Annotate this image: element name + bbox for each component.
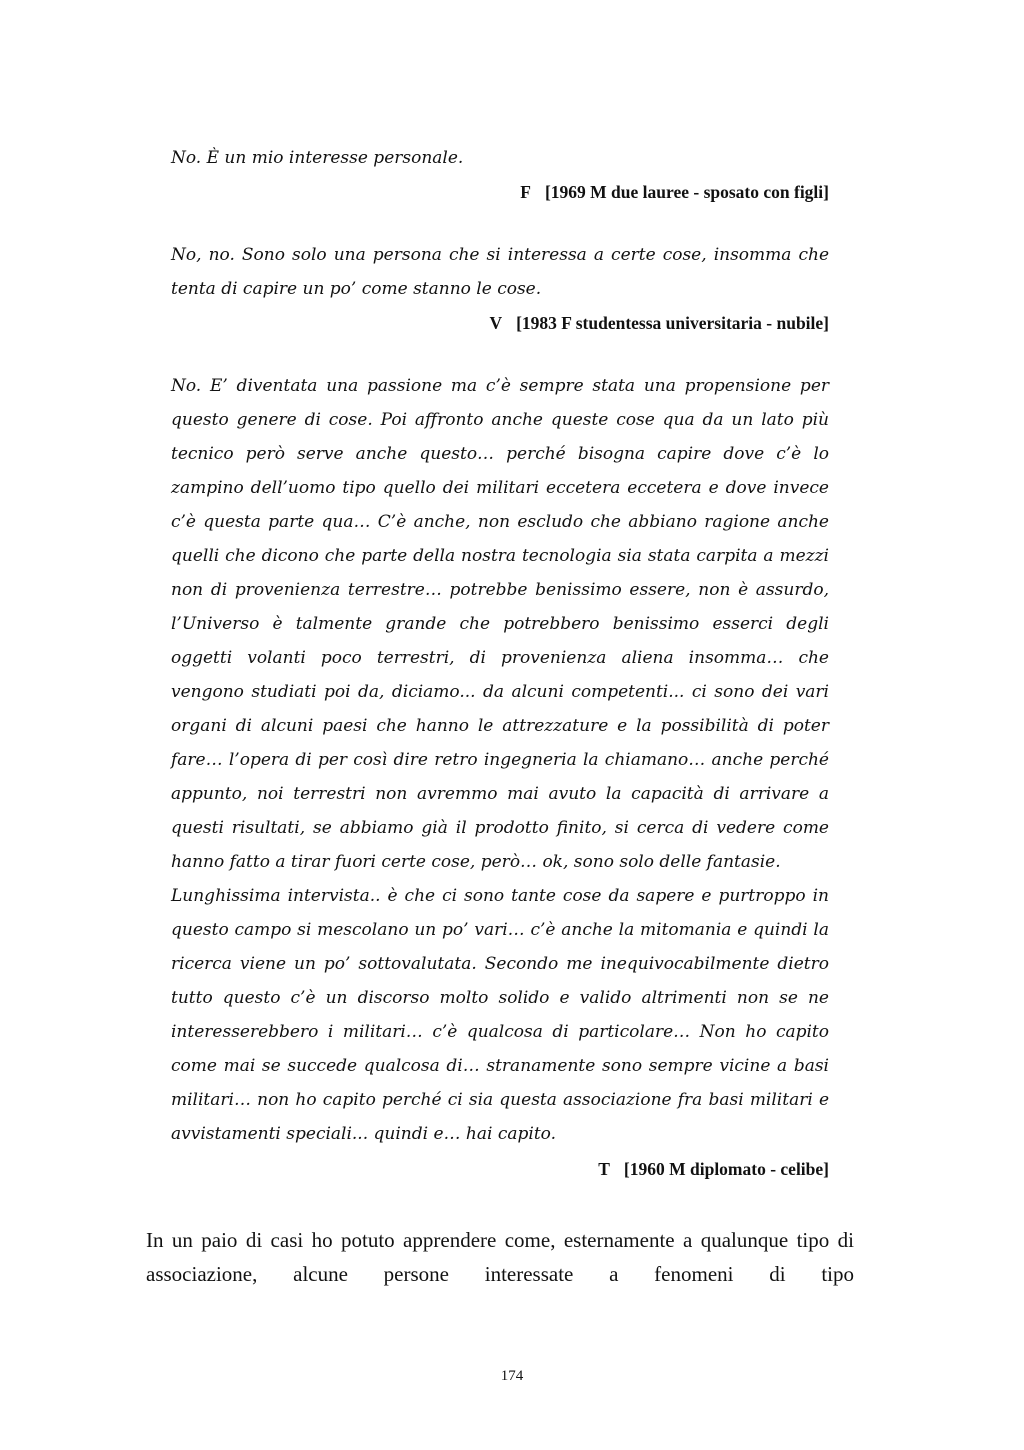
page-number: 174	[500, 1368, 524, 1384]
body-paragraph: In un paio di casi ho potuto apprendere come, esternamente a qualunque tipo di associazione, alcune persone interessate a fenomeni di tipo	[146, 1228, 854, 1286]
quote-3-code: T	[598, 1159, 610, 1179]
quote-2-attribution	[171, 312, 829, 334]
quote-3-bio: [1960 M diplomato - celibe]	[623, 1159, 829, 1179]
quote-3-attribution	[171, 1158, 829, 1180]
quote-2-text: No, no. Sono solo una persona che si interessa a certe cose, insomma che tenta di capire un po’ come stanno le cose.	[171, 245, 829, 299]
quote-1-attribution	[171, 181, 829, 203]
quote-3-paragraph-1: No. E’ diventata una passione ma c’è sempre stata una propensione per questo genere di cose. Poi affronto anche queste cose qua da un lato più tecnico però serve anche questo… perché bisogna capire dove c’è lo zampino dell’uomo tipo quello dei militari eccetera eccetera e dove invece c’è questa parte qua… C’è anche, non escludo che abbiano ragione anche quelli che dicono che parte della nostra tecnologia sia stata carpita a mezzi non di provenienza terrestre… potrebbe benissimo essere, non è assurdo, l’Universo è talmente grande che potrebbero benissimo esserci degli oggetti volanti poco terrestri, di provenienza aliena insomma… che vengono studiati poi da, diciamo... da alcuni competenti... ci sono dei vari organi di alcuni paesi che hanno le attrezzature e la possibilità di poter fare… l’opera di per così dire retro ingegneria la chiamano… anche perché appunto, noi terrestri non avremmo mai avuto la capacità di arrivare a questi risultati, se abbiamo già il prodotto finito, si cerca di vedere come hanno fatto a tirar fuori certe cose, però… ok, sono solo delle fantasie.	[171, 376, 829, 872]
quote-2-bio: [1983 F studentessa universitaria - nubile]	[516, 313, 829, 333]
quote-1-bio: [1969 M due lauree - sposato con figli]	[544, 182, 829, 202]
quote-1-code: F	[520, 182, 531, 202]
quote-1-text: No. È un mio interesse personale.	[171, 148, 464, 168]
quote-3-paragraph-2: Lunghissima intervista.. è che ci sono tante cose da sapere e purtroppo in questo campo si mescolano un po’ vari… c’è anche la mitomania e quindi la ricerca viene un po’ sottovalutata. Secondo me inequivocabilmente dietro tutto questo c’è un discorso molto solido e valido altrimenti non se ne interesserebbero i militari… c’è qualcosa di particolare… Non ho capito come mai se succede qualcosa di… stranamente sono sempre vicine a basi militari… non ho capito perché ci sia questa associazione fra basi militari e avvistamenti speciali... quindi e… hai capito.	[171, 886, 829, 1144]
quote-2-code: V	[489, 313, 503, 333]
